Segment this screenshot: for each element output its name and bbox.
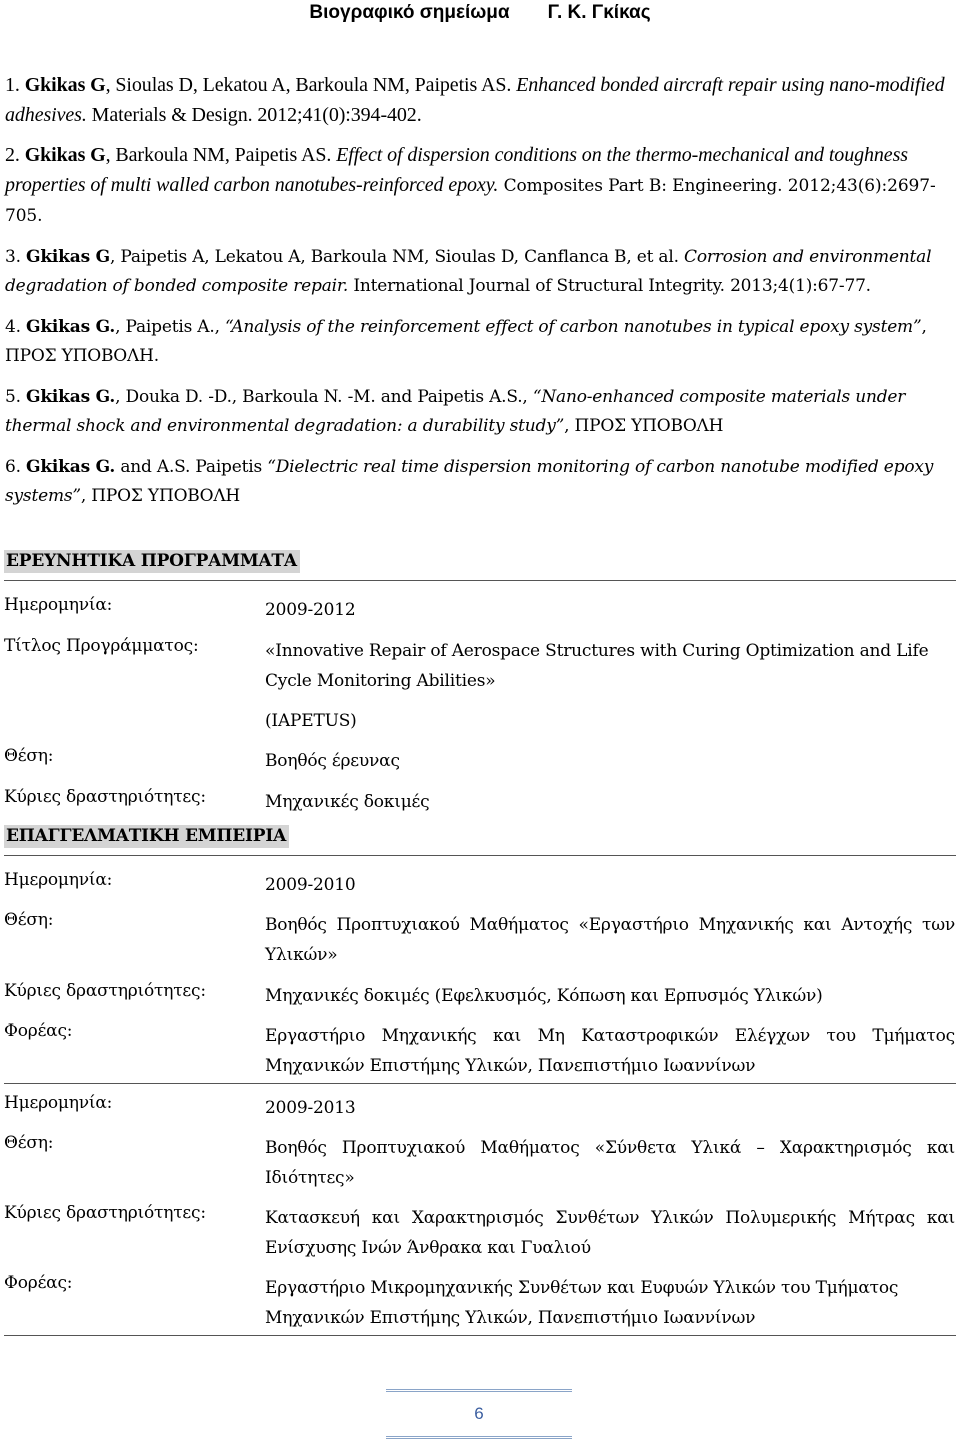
activities-value: Κατασκευή και Χαρακτηρισμός Συνθέτων Υλικών Πολυμερικής Μήτρας και Ενίσχυσης Ινών Άνθρακα και Γυαλιού	[265, 1208, 955, 1258]
publication-item: 3. Gkikas G, Paipetis A, Lekatou A, Barkoula NM, Sioulas D, Canflanca B, et al. Corrosion and environmental degradation of bonded composite repair. International Journal of Structural Integrity. 2013;4(1):67-77.	[5, 246, 932, 296]
section-divider	[4, 580, 956, 581]
publication-author: Gkikas G.	[26, 316, 116, 337]
publication-author: Gkikas G.	[26, 456, 116, 477]
publication-list	[5, 71, 945, 523]
publication-title: Corrosion and environmental degradation of bonded composite repair.	[5, 246, 932, 296]
publication-title: “Dielectric real time dispersion monitoring of carbon nanotube modified epoxy systems”	[5, 456, 934, 506]
experience-section-heading: ΕΠΑΓΓΕΛΜΑΤΙΚΗ ΕΜΠΕΙΡΙΑ	[4, 826, 289, 846]
publication-title: Enhanced bonded aircraft repair using nano-modified adhesives.	[5, 74, 945, 126]
page-number-box	[386, 1389, 572, 1439]
publication-item: 1. Gkikas G, Sioulas D, Lekatou A, Barkoula NM, Paipetis AS. Enhanced bonded aircraft repair using nano-modified adhesives. Materials & Design. 2012;41(0):394-402.	[5, 74, 945, 126]
publication-item: 2. Gkikas G, Barkoula NM, Paipetis AS. Effect of dispersion conditions on the thermo-mechanical and toughness properties of multi walled carbon nanotubes-reinforced epoxy. Composites Part B: Engineering. 2012;43(6):2697-705.	[5, 144, 936, 226]
activities-label: Κύριες δραστηριότητες:	[4, 1203, 206, 1223]
position-value: Βοηθός Προπτυχιακού Μαθήματος «Σύνθετα Υλικά – Χαρακτηρισμός και Ιδιότητες»	[265, 1138, 955, 1188]
entry-divider	[4, 1335, 956, 1336]
date-label: Ημερομηνία:	[4, 595, 113, 615]
activities-label: Κύριες δραστηριότητες:	[4, 981, 206, 1001]
position-value: Βοηθός Προπτυχιακού Μαθήματος «Εργαστήριο Μηχανικής και Αντοχής των Υλικών»	[265, 915, 955, 965]
header-title: Βιογραφικό σημείωμα	[309, 2, 510, 23]
page-number: 6	[474, 1404, 484, 1423]
publication-title: “Nano-enhanced composite materials under thermal shock and environmental degradation: a durability study”	[5, 386, 906, 436]
publication-item: 4. Gkikas G., Paipetis A., “Analysis of the reinforcement effect of carbon nanotubes in typical epoxy system”, ΠΡΟΣ ΥΠΟΒΟΛΗ.	[5, 316, 927, 366]
employer-value: Εργαστήριο Μικρομηχανικής Συνθέτων και Ευφυών Υλικών του Τμήματος Μηχανικών Επιστήμης Υλικών, Πανεπιστήμιο Ιωαννίνων	[265, 1278, 899, 1328]
employer-label: Φορέας:	[4, 1273, 73, 1293]
publication-author: Gkikas G	[24, 74, 106, 96]
programme-title-label: Τίτλος Προγράμματος:	[4, 636, 199, 656]
publication-author: Gkikas G	[26, 246, 110, 267]
programme-acronym: (IAPETUS)	[265, 711, 357, 731]
activities-value: Μηχανικές δοκιμές	[265, 792, 430, 812]
position-label: Θέση:	[4, 910, 54, 930]
date-label: Ημερομηνία:	[4, 1093, 113, 1113]
header-author: Γ. Κ. Γκίκας	[547, 2, 651, 23]
publication-item: 6. Gkikas G. and A.S. Paipetis “Dielectric real time dispersion monitoring of carbon nanotube modified epoxy systems”, ΠΡΟΣ ΥΠΟΒΟΛΗ	[5, 456, 934, 506]
publication-item: 5. Gkikas G., Douka D. -D., Barkoula N. -M. and Paipetis A.S., “Nano-enhanced composite materials under thermal shock and environmental degradation: a durability study”, ΠΡΟΣ ΥΠΟΒΟΛΗ	[5, 386, 906, 436]
activities-label: Κύριες δραστηριότητες:	[4, 787, 206, 807]
position-label: Θέση:	[4, 746, 54, 766]
publication-author: Gkikas G.	[26, 386, 116, 407]
employer-value: Εργαστήριο Μηχανικής και Μη Καταστροφικών Ελέγχων του Τμήματος Μηχανικών Επιστήμης Υλικών, Πανεπιστήμιο Ιωαννίνων	[265, 1026, 955, 1076]
position-value: Βοηθός έρευνας	[265, 751, 400, 771]
section-divider	[4, 855, 956, 856]
date-value: 2009-2013	[265, 1098, 356, 1118]
position-label: Θέση:	[4, 1133, 54, 1153]
publication-title: “Analysis of the reinforcement effect of carbon nanotubes in typical epoxy system”	[225, 316, 922, 337]
research-section-heading: ΕΡΕΥΝΗΤΙΚΑ ΠΡΟΓΡΑΜΜΑΤΑ	[4, 551, 300, 571]
publication-title: Effect of dispersion conditions on the thermo-mechanical and toughness properties of multi walled carbon nanotubes-reinforced epoxy.	[5, 144, 908, 196]
activities-value: Μηχανικές δοκιμές (Εφελκυσμός, Κόπωση και Ερπυσμός Υλικών)	[265, 986, 823, 1006]
employer-label: Φορέας:	[4, 1021, 73, 1041]
page-header	[0, 2, 960, 24]
date-value: 2009-2010	[265, 875, 356, 895]
entry-divider	[4, 1083, 956, 1084]
programme-title-value: «Innovative Repair of Aerospace Structures with Curing Optimization and Life Cycle Monitoring Abilities»	[265, 641, 929, 691]
date-label: Ημερομηνία:	[4, 870, 113, 890]
date-value: 2009-2012	[265, 600, 356, 620]
publication-author: Gkikas G	[24, 144, 106, 166]
